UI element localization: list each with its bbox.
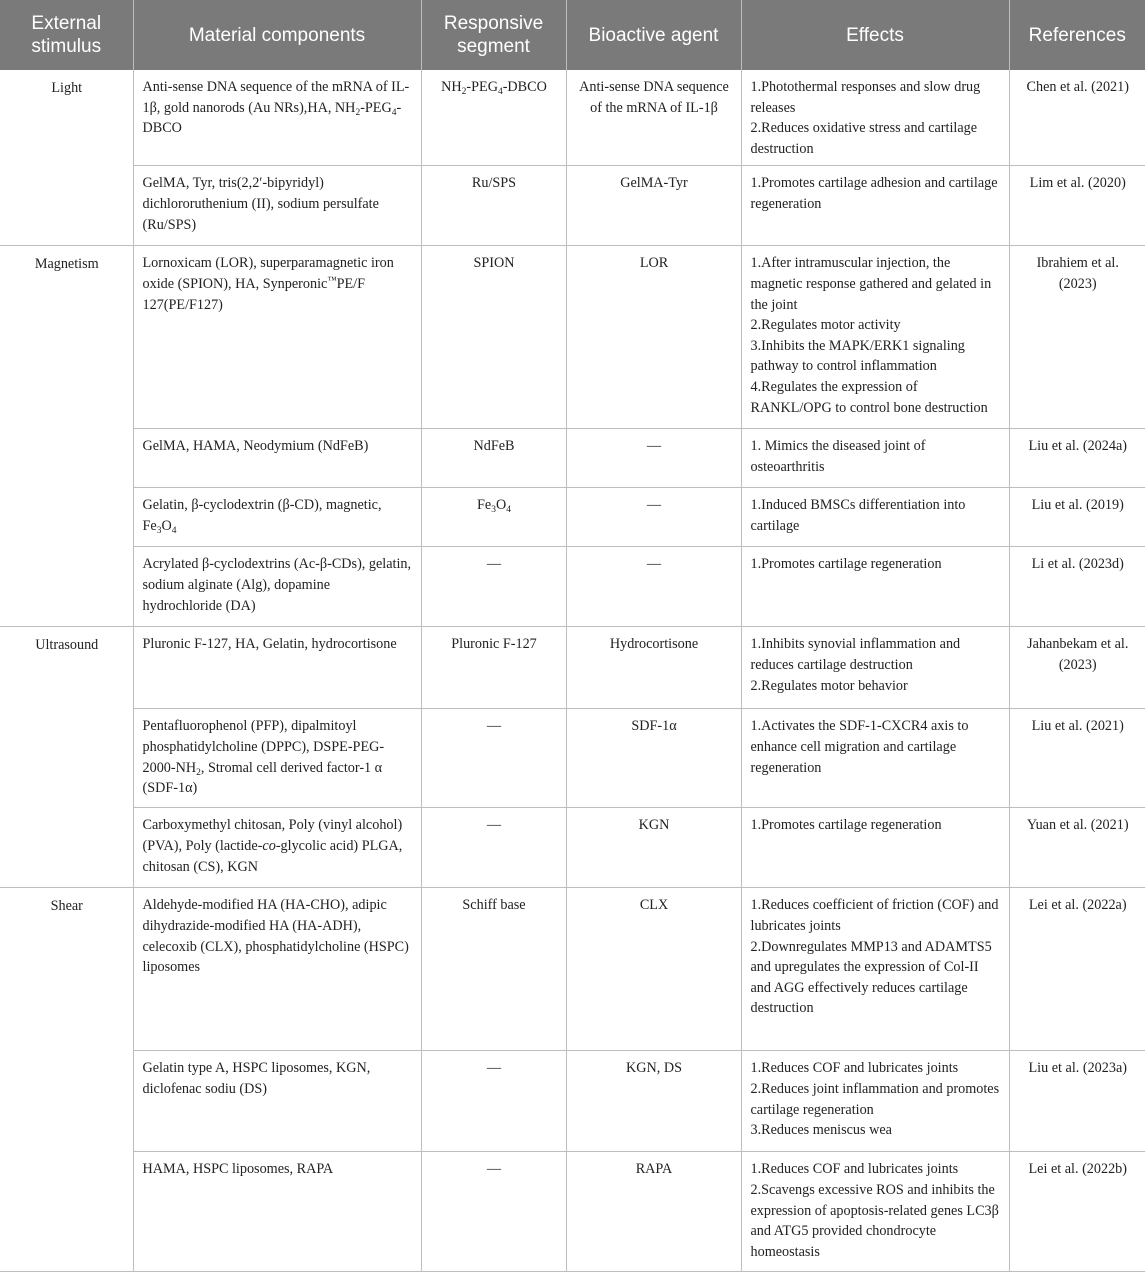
- reference-cell: Ibrahiem et al. (2023): [1009, 246, 1145, 429]
- stimulus-cell: Shear: [0, 888, 133, 1272]
- reference-cell: Lei et al. (2022b): [1009, 1152, 1145, 1272]
- stimulus-cell: Light: [0, 70, 133, 246]
- segment-cell: NdFeB: [421, 429, 566, 488]
- agent-cell: RAPA: [566, 1152, 741, 1272]
- reference-cell: Liu et al. (2019): [1009, 488, 1145, 547]
- effect-item: 1. Mimics the diseased joint of osteoarthritis: [750, 438, 926, 475]
- reference-cell: Li et al. (2023d): [1009, 547, 1145, 627]
- stimulus-cell: Ultrasound: [0, 627, 133, 888]
- components-cell: Carboxymethyl chitosan, Poly (vinyl alcohol) (PVA), Poly (lactide-co-glycolic acid) PLGA, chitosan (CS), KGN: [133, 808, 421, 888]
- col-header-segment: Responsive segment: [421, 0, 566, 70]
- effects-cell: [741, 1051, 1009, 1152]
- segment-cell: —: [421, 1051, 566, 1152]
- reference-cell: Liu et al. (2023a): [1009, 1051, 1145, 1152]
- effect-item: 1.Promotes cartilage regeneration: [750, 817, 942, 834]
- components-cell: Gelatin, β-cyclodextrin (β-CD), magnetic, $Fe_3O_4$: [133, 488, 421, 547]
- segment-cell: Ru/SPS: [421, 166, 566, 246]
- segment-cell: —: [421, 547, 566, 627]
- effect-item: 2.Regulates motor activity: [750, 317, 901, 334]
- components-cell: GelMA, HAMA, Neodymium (NdFeB): [133, 429, 421, 488]
- agent-cell: —: [566, 488, 741, 547]
- agent-cell: KGN: [566, 808, 741, 888]
- reference-cell: Yuan et al. (2021): [1009, 808, 1145, 888]
- effect-item: 2.Reduces oxidative stress and cartilage destruction: [750, 120, 978, 157]
- reference-cell: Lim et al. (2020): [1009, 166, 1145, 246]
- components-cell: Aldehyde-modified HA (HA-CHO), adipic dihydrazide-modified HA (HA-ADH), celecoxib (CLX), phosphatidylcholine (HSPC) liposomes: [133, 888, 421, 1051]
- table-row: [0, 627, 1145, 709]
- col-header-components: Material components: [133, 0, 421, 70]
- reference-cell: Chen et al. (2021): [1009, 70, 1145, 166]
- segment-cell: $Fe_3O_4$: [421, 488, 566, 547]
- header-row: [0, 0, 1145, 70]
- segment-cell: Pluronic F-127: [421, 627, 566, 709]
- table-row: [0, 1051, 1145, 1152]
- table-row: [0, 429, 1145, 488]
- table-row: [0, 547, 1145, 627]
- components-cell: Acrylated β-cyclodextrins (Ac-β-CDs), gelatin, sodium alginate (Alg), dopamine hydrochloride (DA): [133, 547, 421, 627]
- effects-cell: [741, 547, 1009, 627]
- effect-item: 3.Reduces meniscus wea: [750, 1122, 892, 1139]
- agent-cell: CLX: [566, 888, 741, 1051]
- effect-item: 1.Promotes cartilage adhesion and cartilage regeneration: [750, 175, 998, 212]
- effect-item: 2.Reduces joint inflammation and promotes cartilage regeneration: [750, 1080, 1000, 1118]
- table-row: [0, 246, 1145, 429]
- col-header-references: References: [1009, 0, 1145, 70]
- table-row: [0, 70, 1145, 166]
- effect-item: 1.Reduces COF and lubricates joints: [750, 1060, 959, 1077]
- effect-item: 4.Regulates the expression of RANKL/OPG to control bone destruction: [750, 378, 988, 416]
- effects-cell: [741, 888, 1009, 1051]
- reference-cell: Liu et al. (2024a): [1009, 429, 1145, 488]
- effect-item: 1.Activates the SDF-1-CXCR4 axis to enhance cell migration and cartilage regeneration: [750, 718, 969, 776]
- effects-cell: [741, 246, 1009, 429]
- effects-cell: [741, 429, 1009, 488]
- effect-item: 1.Induced BMSCs differentiation into cartilage: [750, 497, 966, 534]
- agent-cell: GelMA-Tyr: [566, 166, 741, 246]
- effect-item: 2.Downregulates MMP13 and ADAMTS5 and upregulates the expression of Col-II and AGG effectively reduces cartilage destruction: [750, 938, 992, 1017]
- segment-cell: $NH_2-PEG_4$-DBCO: [421, 70, 566, 166]
- agent-cell: LOR: [566, 246, 741, 429]
- table-body: [0, 70, 1145, 1272]
- stimulus-cell: Magnetism: [0, 246, 133, 627]
- effect-item: 1.Promotes cartilage regeneration: [750, 556, 942, 573]
- col-header-effects: Effects: [741, 0, 1009, 70]
- effect-item: 3.Inhibits the MAPK/ERK1 signaling pathway to control inflammation: [750, 337, 965, 375]
- agent-cell: SDF-1α: [566, 709, 741, 808]
- table-row: [0, 709, 1145, 808]
- segment-cell: —: [421, 1152, 566, 1272]
- effect-item: 2.Regulates motor behavior: [750, 677, 908, 694]
- table-row: [0, 488, 1145, 547]
- effect-item: 1.After intramuscular injection, the magnetic response gathered and gelated in the joint: [750, 255, 992, 313]
- effects-cell: [741, 627, 1009, 709]
- segment-cell: —: [421, 808, 566, 888]
- segment-cell: Schiff base: [421, 888, 566, 1051]
- table-row: [0, 166, 1145, 246]
- reference-cell: Liu et al. (2021): [1009, 709, 1145, 808]
- segment-cell: —: [421, 709, 566, 808]
- effect-item: 2.Scavengs excessive ROS and inhibits the expression of apoptosis-related genes LC3β and ATG5 provided chondrocyte homeostasis: [750, 1181, 999, 1260]
- col-header-stimulus: External stimulus: [0, 0, 133, 70]
- components-cell: HAMA, HSPC liposomes, RAPA: [133, 1152, 421, 1272]
- effect-item: 1.Photothermal responses and slow drug releases: [750, 79, 981, 116]
- effects-cell: [741, 488, 1009, 547]
- agent-cell: —: [566, 429, 741, 488]
- components-cell: GelMA, Tyr, tris(2,2′-bipyridyl) dichlororuthenium (II), sodium persulfate (Ru/SPS): [133, 166, 421, 246]
- effects-cell: [741, 166, 1009, 246]
- components-cell: Pentafluorophenol (PFP), dipalmitoyl phosphatidylcholine (DPPC), DSPE-$PEG-2000-NH_2$, Stromal cell derived factor-1 α (SDF-1α): [133, 709, 421, 808]
- segment-cell: SPION: [421, 246, 566, 429]
- effects-cell: [741, 808, 1009, 888]
- table-row: [0, 808, 1145, 888]
- agent-cell: Anti-sense DNA sequence of the mRNA of IL-1β: [566, 70, 741, 166]
- agent-cell: Hydrocortisone: [566, 627, 741, 709]
- agent-cell: KGN, DS: [566, 1051, 741, 1152]
- components-cell: Anti-sense DNA sequence of the mRNA of IL-1β, gold nanorods (Au NRs),HA, $NH_2-PEG_4$-DBCO: [133, 70, 421, 166]
- table-row: [0, 888, 1145, 1051]
- effects-cell: [741, 709, 1009, 808]
- table-row: [0, 1152, 1145, 1272]
- components-cell: Pluronic F-127, HA, Gelatin, hydrocortisone: [133, 627, 421, 709]
- agent-cell: —: [566, 547, 741, 627]
- reference-cell: Jahanbekam et al. (2023): [1009, 627, 1145, 709]
- effect-item: 1.Reduces coefficient of friction (COF) and lubricates joints: [750, 897, 999, 934]
- col-header-agent: Bioactive agent: [566, 0, 741, 70]
- components-cell: Lornoxicam (LOR), superparamagnetic iron oxide (SPION), HA, Synperonic™PE/F 127(PE/F127): [133, 246, 421, 429]
- components-cell: Gelatin type A, HSPC liposomes, KGN, diclofenac sodiu (DS): [133, 1051, 421, 1152]
- effects-cell: [741, 1152, 1009, 1272]
- reference-cell: Lei et al. (2022a): [1009, 888, 1145, 1051]
- effect-item: 1.Reduces COF and lubricates joints: [750, 1161, 959, 1178]
- effects-cell: [741, 70, 1009, 166]
- effect-item: 1.Inhibits synovial inflammation and reduces cartilage destruction: [750, 636, 961, 673]
